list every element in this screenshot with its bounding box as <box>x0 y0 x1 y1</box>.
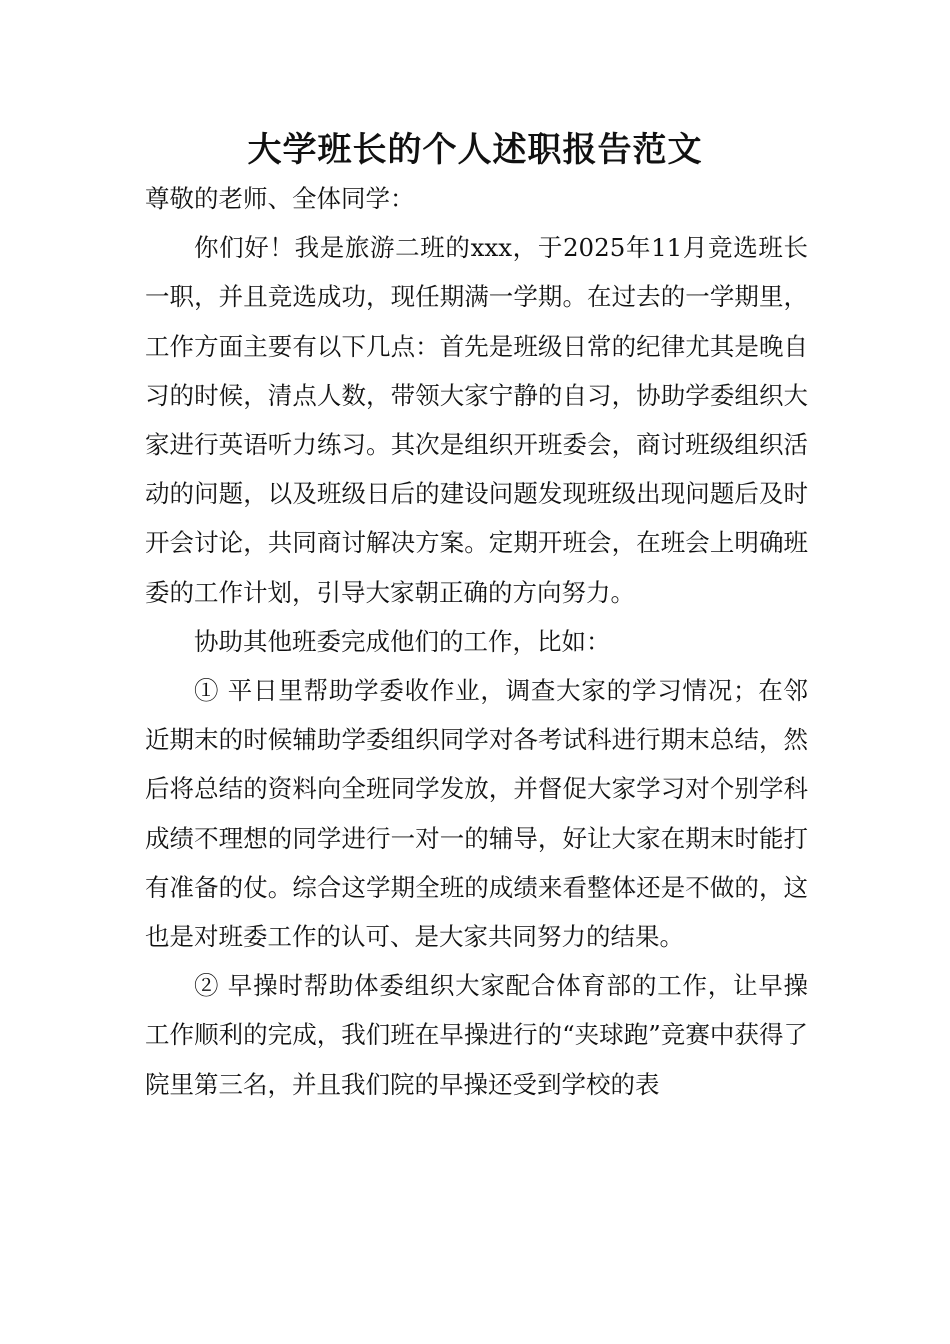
salutation: 尊敬的老师、全体同学： <box>145 184 415 213</box>
paragraph-assist: 协助其他班委完成他们的工作，比如： <box>194 626 611 656</box>
document-title: 大学班长的个人述职报告范文 <box>247 130 703 170</box>
paragraph-item-2: ② 早操时帮助体委组织大家配合体育部的工作，让早操工作顺利的完成，我们班在早操进行的“夹球跑”竞赛中获得了院里第三名，并且我们院的早操还受到学校的表 <box>145 971 808 1099</box>
paragraph-intro: 你们好！我是旅游二班的xxx，于2025年11月竞选班长一职，并且竞选成功，现任期满一学期。在过去的一学期里，工作方面主要有以下几点：首先是班级日常的纪律尤其是晚自习的时候，清点人数，带领大家宁静的自习，协助学委组织大家进行英语听力练习。其次是组织开班委会，商讨班级组织活动的问题，以及班级日后的建设问题发现班级出现问题后及时开会讨论，共同商讨解决方案。定期开班会，在班会上明确班委的工作计划，引导大家朝正确的方向努力。 <box>145 233 808 607</box>
paragraph-item-1: ① 平日里帮助学委收作业，调查大家的学习情况；在邻近期末的时候辅助学委组织同学对各考试科进行期末总结，然后将总结的资料向全班同学发放，并督促大家学习对个别学科成绩不理想的同学进行一对一的辅导，好让大家在期末时能打有准备的仗。综合这学期全班的成绩来看整体还是不做的，这也是对班委工作的认可、是大家共同努力的结果。 <box>145 676 808 952</box>
document-body <box>145 174 808 1109</box>
